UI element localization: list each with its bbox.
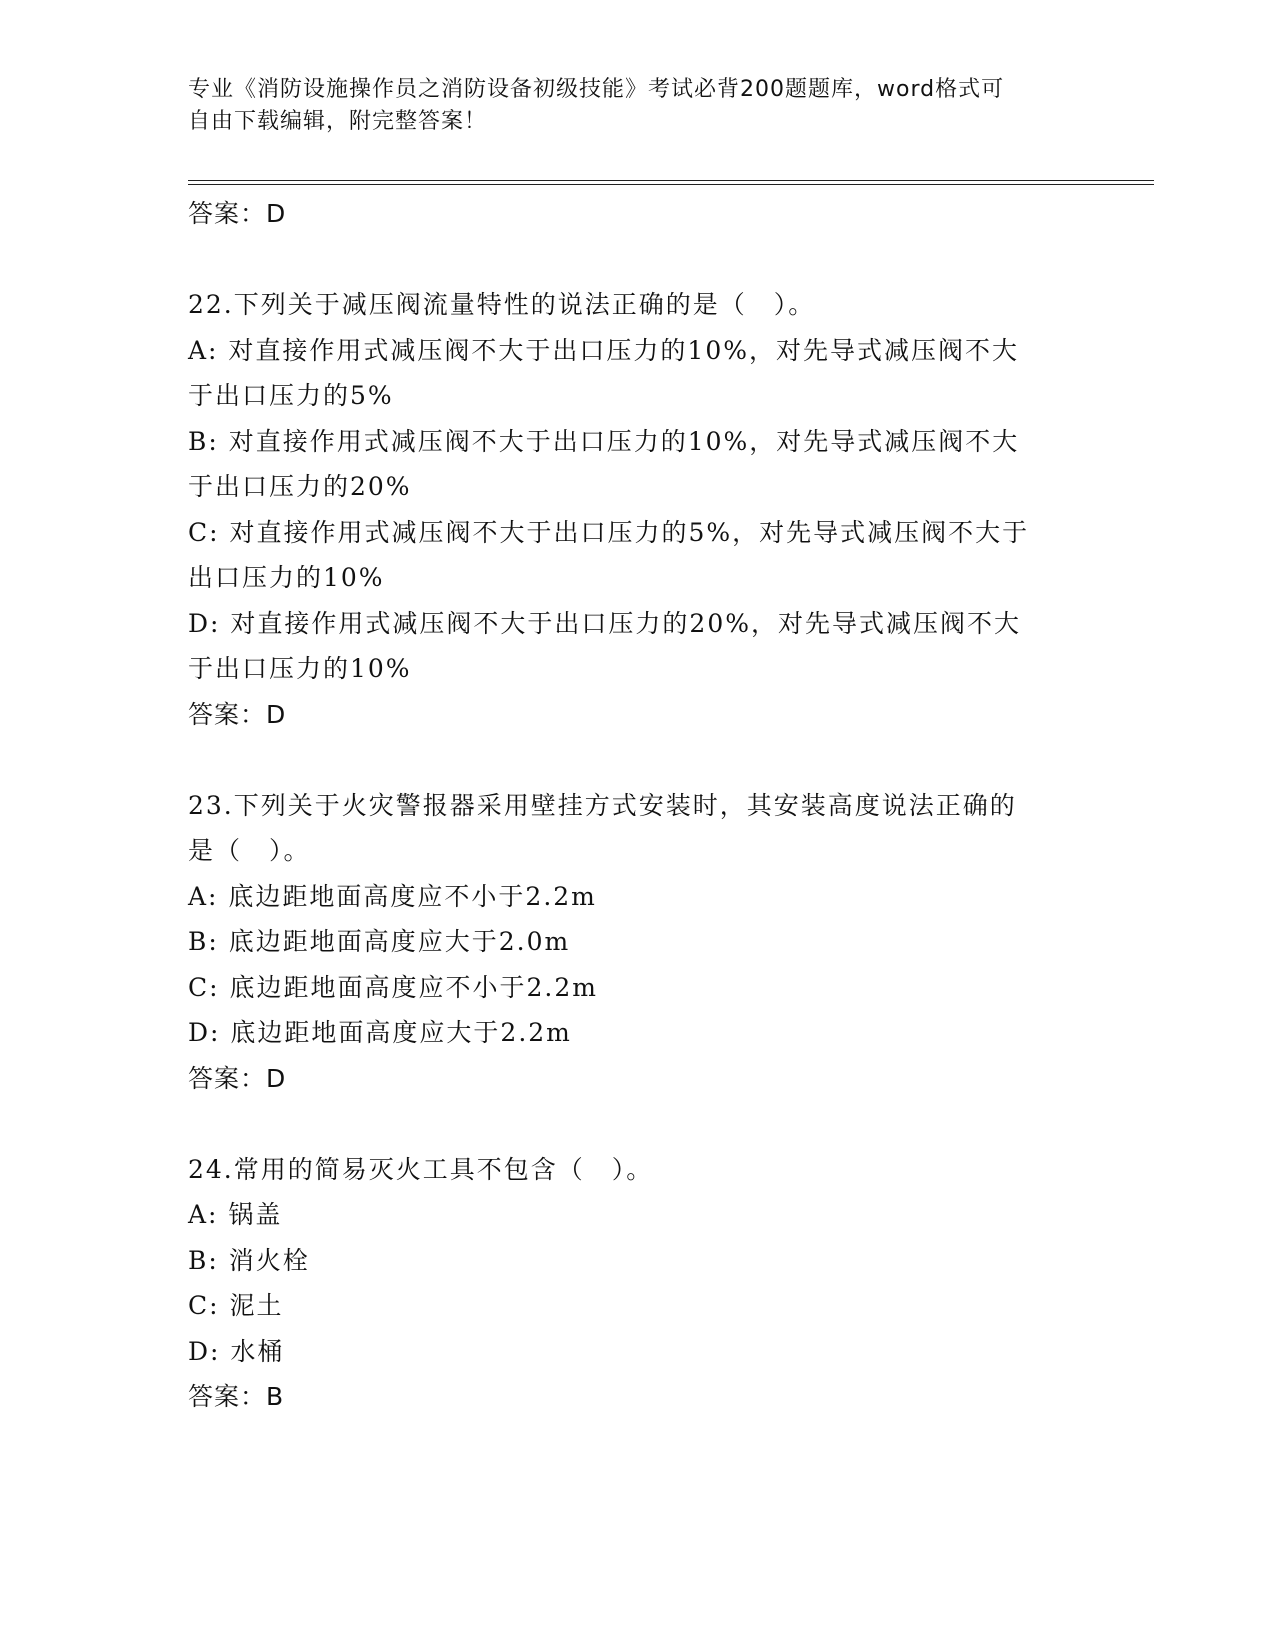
question-stem-cont: 是（ ）。: [188, 836, 311, 865]
option-c-cont: 出口压力的10%: [188, 563, 385, 592]
option-c: C: 泥土: [188, 1291, 284, 1320]
option-c: C: 对直接作用式减压阀不大于出口压力的5%，对先导式减压阀不大于: [188, 517, 1030, 547]
spacer: [188, 237, 1088, 283]
question-stem: 24.常用的简易灭火工具不包含（ ）。: [188, 1154, 654, 1184]
option-a-cont: 于出口压力的5%: [188, 381, 394, 410]
option-b: B: 消火栓: [188, 1245, 310, 1275]
option-d: D: 对直接作用式减压阀不大于出口压力的20%，对先导式减压阀不大: [188, 608, 1021, 638]
answer-22: 答案：D: [188, 699, 287, 729]
header-line-2: 自由下载编辑，附完整答案！: [188, 109, 488, 134]
document-header: [188, 74, 1068, 138]
answer-23: 答案：D: [188, 1063, 287, 1093]
option-d: D: 水桶: [188, 1336, 285, 1366]
answer-21: 答案：D: [188, 199, 287, 228]
question-24: [188, 1147, 1088, 1420]
question-stem: 23.下列关于火灾警报器采用壁挂方式安装时，其安装高度说法正确的: [188, 790, 1017, 820]
header-rule-top: [188, 180, 1154, 181]
option-d-cont: 于出口压力的10%: [188, 654, 412, 683]
option-b: B: 对直接作用式减压阀不大于出口压力的10%，对先导式减压阀不大: [188, 426, 1020, 456]
option-a: A: 锅盖: [188, 1200, 283, 1229]
option-c: C: 底边距地面高度应不小于2.2m: [188, 972, 598, 1002]
option-a: A: 对直接作用式减压阀不大于出口压力的10%，对先导式减压阀不大: [188, 335, 1019, 365]
spacer: [188, 1101, 1088, 1147]
option-d: D: 底边距地面高度应大于2.2m: [188, 1018, 572, 1047]
option-a: A: 底边距地面高度应不小于2.2m: [188, 881, 597, 911]
question-stem: 22.下列关于减压阀流量特性的说法正确的是（ ）。: [188, 290, 816, 319]
question-22: [188, 282, 1088, 737]
question-list: [188, 191, 1088, 1420]
header-line-1: 专业《消防设施操作员之消防设备初级技能》考试必背200题题库，word格式可: [188, 77, 1005, 102]
option-b-cont: 于出口压力的20%: [188, 472, 412, 501]
answer-24: 答案：B: [188, 1382, 285, 1411]
question-23: [188, 783, 1088, 1102]
header-rule-bottom: [188, 184, 1154, 185]
option-b: B: 底边距地面高度应大于2.0m: [188, 927, 571, 956]
spacer: [188, 737, 1088, 783]
